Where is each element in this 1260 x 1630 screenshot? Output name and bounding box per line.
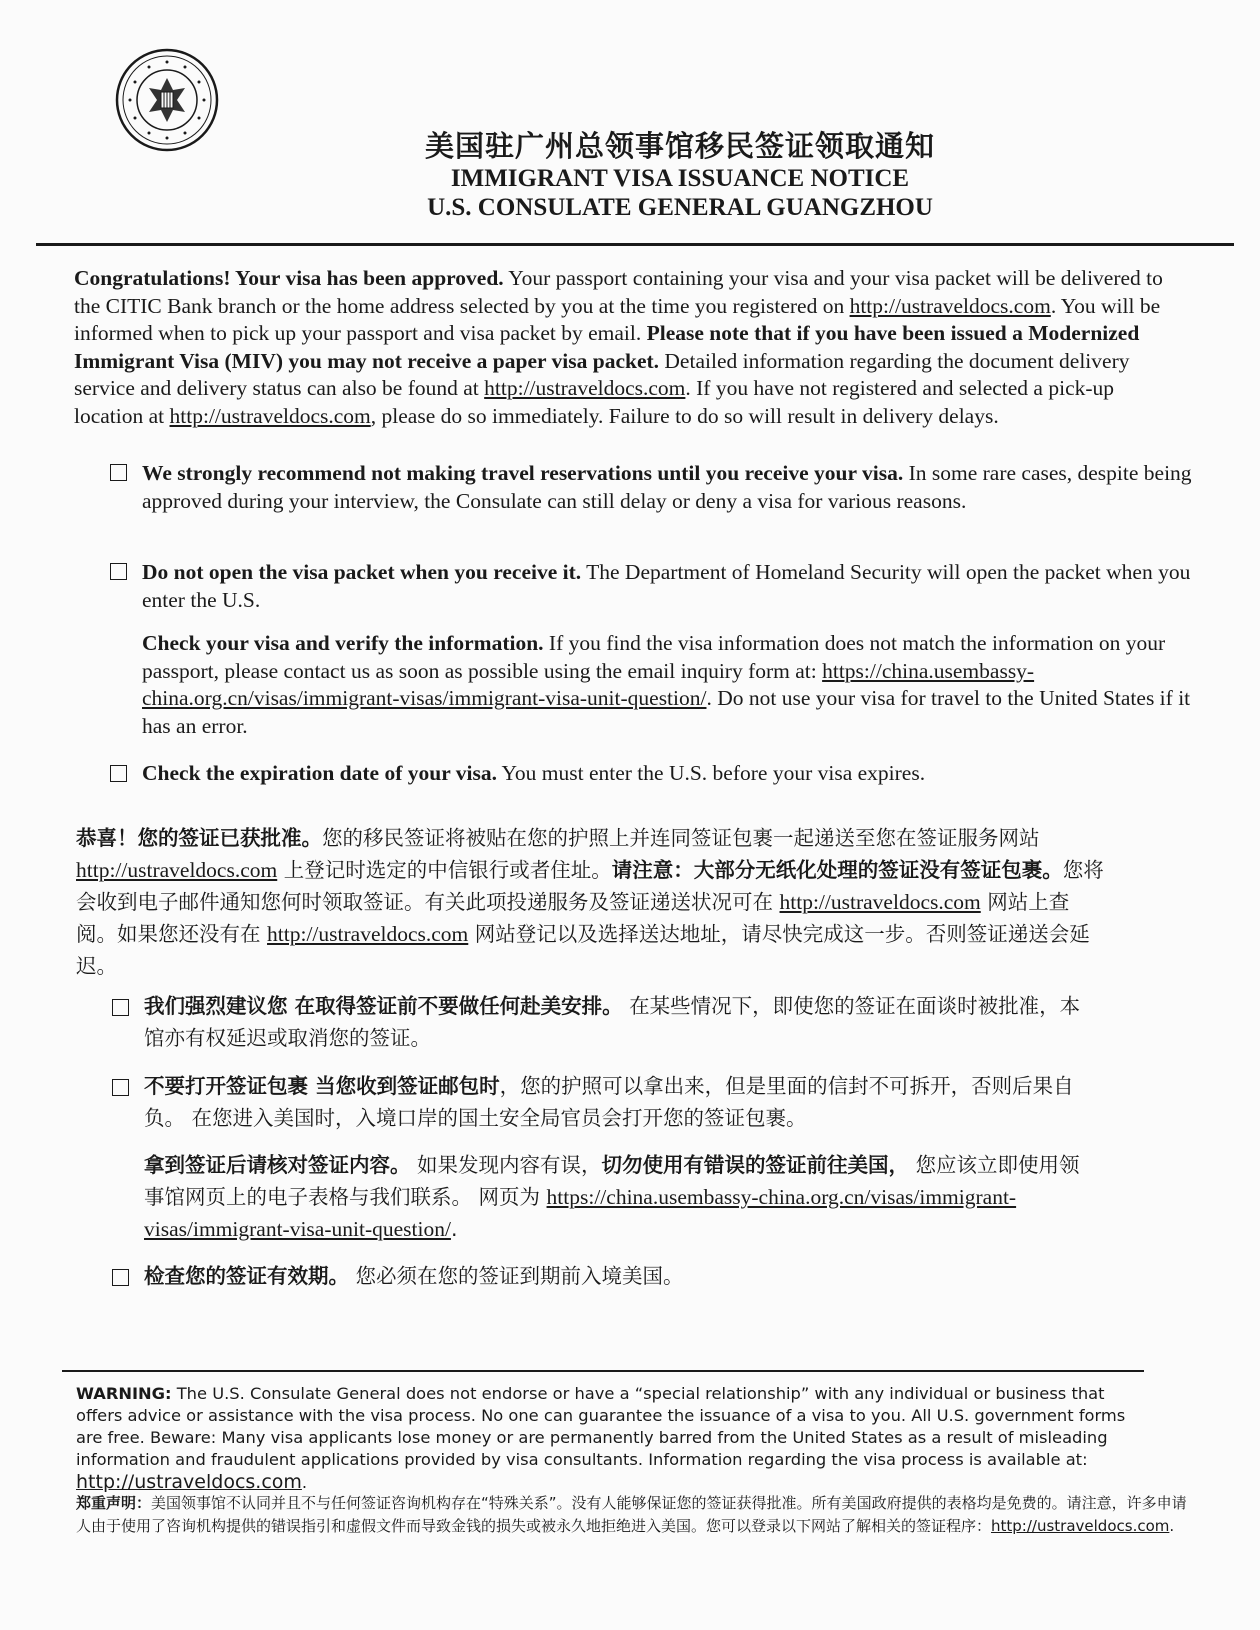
- zh-item-check-visa: 拿到签证后请核对签证内容。 如果发现内容有误，切勿使用有错误的签证前往美国， 您应该立即使用领事馆网页上的电子表格与我们联系。 网页为 https://china.usembassy-china.org.cn/visas/immigrant-visas/immigrant-visa-unit-question/.: [144, 1153, 1080, 1241]
- ustraveldocs-link[interactable]: http://ustraveldocs.com: [849, 293, 1051, 318]
- en-item-travel-reservations: We strongly recommend not making travel reservations until you receive your visa. In some rare cases, despite being approved during your interview, the Consulate can still delay or deny a visa for various reasons.: [142, 461, 1192, 513]
- checkbox-zh-expiration[interactable]: [112, 1269, 129, 1286]
- ustraveldocs-link[interactable]: http://ustraveldocs.com: [76, 858, 278, 882]
- embassy-question-link[interactable]: https://china.usembassy-china.org.cn/visas/immigrant-visas/immigrant-visa-unit-question/: [142, 658, 1035, 710]
- ustraveldocs-link[interactable]: http://ustraveldocs.com: [991, 1517, 1170, 1535]
- ustraveldocs-link[interactable]: http://ustraveldocs.com: [267, 922, 469, 946]
- congratulations-text: Congratulations! Your visa has been approved.: [74, 266, 504, 290]
- consulate-name: U.S. CONSULATE GENERAL GUANGZHOU: [427, 194, 933, 221]
- ustraveldocs-link[interactable]: http://ustraveldocs.com: [484, 376, 686, 400]
- miv-note: Please note that if you have been issued a Modernized Immigrant Visa (MIV) you may not receive a paper visa packet.: [74, 321, 1140, 373]
- header-divider: [36, 243, 1234, 246]
- checkbox-zh-travel[interactable]: [112, 999, 129, 1016]
- en-item-do-not-open: Do not open the visa packet when you receive it. The Department of Homeland Security will open the packet when you enter the U.S.: [142, 560, 1191, 612]
- english-intro-paragraph: Congratulations! Your visa has been approved. Your passport containing your visa and your visa packet will be delivered to the CITIC Bank branch or the home address selected by you at the time you registered on http://ustraveldocs.com. You will be informed when to pick up your passport and visa packet by email. Please note that if you have been issued a Modernized Immigrant Visa (MIV) you may not receive a paper visa packet. Detailed information regarding the document delivery service and delivery status can also be found at http://ustraveldocs.com. If you have not registered and selected a pick-up location at http://ustraveldocs.com, please do so immediately. Failure to do so will result in delivery delays.: [74, 266, 1163, 428]
- zh-item-expiration: 检查您的签证有效期。 您必须在您的签证到期前入境美国。: [144, 1264, 684, 1288]
- en-item-expiration: Check the expiration date of your visa. You must enter the U.S. before your visa expires.: [142, 761, 926, 785]
- checkbox-expiration[interactable]: [110, 765, 127, 782]
- en-item-check-visa: Check your visa and verify the information. If you find the visa information does not match the information on your passport, please contact us as soon as possible using the email inquiry form at: https://china.usembassy-china.org.cn/visas/immigrant-visas/immigrant-visa-unit-question/. Do not use your visa for travel to the United States if it has an error.: [142, 631, 1191, 738]
- zh-item-travel: 我们强烈建议您 在取得签证前不要做任何赴美安排。 在某些情况下，即使您的签证在面谈时被批准，本馆亦有权延迟或取消您的签证。: [144, 994, 1081, 1050]
- checkbox-do-not-open[interactable]: [110, 563, 127, 580]
- zh-item-do-not-open: 不要打开签证包裹 当您收到签证邮包时，您的护照可以拿出来，但是里面的信封不可拆开，否则后果自负。 在您进入美国时，入境口岸的国土安全局官员会打开您的签证包裹。: [144, 1074, 1074, 1130]
- ustraveldocs-link[interactable]: http://ustraveldocs.com: [76, 1471, 302, 1493]
- ustraveldocs-link[interactable]: http://ustraveldocs.com: [779, 890, 981, 914]
- notice-header: [300, 128, 1060, 222]
- department-of-state-seal: [115, 48, 219, 152]
- embassy-question-link[interactable]: https://china.usembassy-china.org.cn/visas/immigrant-visas/immigrant-visa-unit-question/: [144, 1185, 1017, 1241]
- zh-warning-label: 郑重声明：: [76, 1494, 152, 1512]
- checkbox-travel-reservations[interactable]: [110, 464, 127, 481]
- english-title: IMMIGRANT VISA ISSUANCE NOTICE: [450, 165, 910, 192]
- chinese-warning: 郑重声明：美国领事馆不认同并且不与任何签证咨询机构存在“特殊关系”。没有人能够保证您的签证获得批准。所有美国政府提供的表格均是免费的。请注意，许多申请人由于使用了咨询机构提供的错误指引和虚假文件而导致金钱的损失或被永久地拒绝进入美国。您可以登录以下网站了解相关的签证程序：http://ustraveldocs.com.: [76, 1494, 1187, 1535]
- checkbox-zh-do-not-open[interactable]: [112, 1079, 129, 1096]
- chinese-title: 美国驻广州总领事馆移民签证领取通知: [424, 129, 935, 163]
- ustraveldocs-link[interactable]: http://ustraveldocs.com: [169, 403, 371, 428]
- warning-divider: [62, 1370, 1144, 1372]
- chinese-intro-paragraph: 恭喜！您的签证已获批准。您的移民签证将被贴在您的护照上并连同签证包裹一起递送至您在签证服务网站 http://ustraveldocs.com 上登记时选定的中信银行或者住址。请注意：大部分无纸化处理的签证没有签证包裹。您将会收到电子邮件通知您何时领取签证。有关此项投递服务及签证递送状况可在 http://ustraveldocs.com 网站上查阅。如果您还没有在 http://ustraveldocs.com 网站登记以及选择送达地址，请尽快完成这一步。否则签证递送会延迟。: [76, 826, 1104, 978]
- english-warning: WARNING: The U.S. Consulate General does not endorse or have a “special relationship” with any individual or business that offers advice or assistance with the visa process. No one can guarantee the issuance of a visa to you. All U.S. government forms are free. Beware: Many visa applicants lose money or are permanently barred from the United States as a result of misleading information and fraudulent applications provided by visa consultants. Information regarding the visa process is available at: http://ustraveldocs.com.: [76, 1384, 1126, 1493]
- warning-label: WARNING:: [76, 1384, 172, 1403]
